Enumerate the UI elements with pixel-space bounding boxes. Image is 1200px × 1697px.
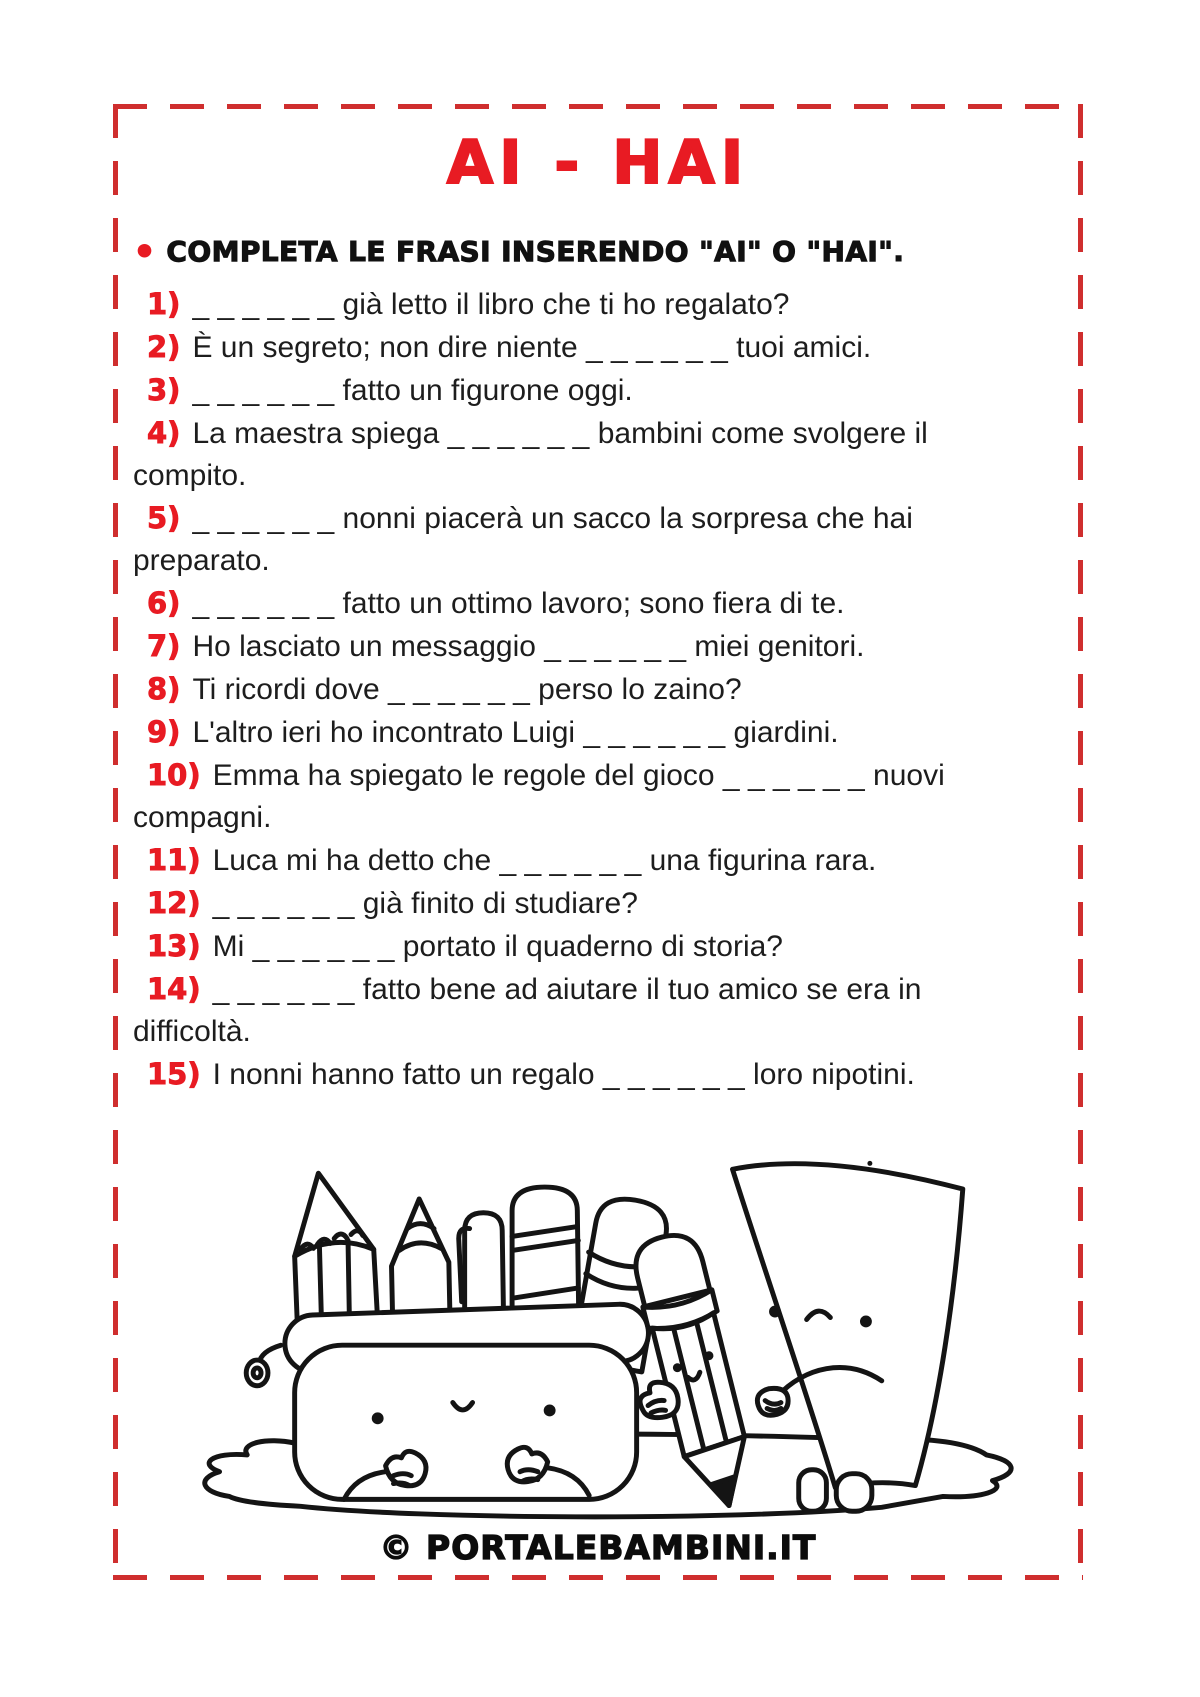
item-number: 4): [147, 416, 181, 450]
exercise-item-1: [133, 283, 955, 326]
item-number: 10): [147, 758, 201, 792]
border-bottom-dashes: [113, 1575, 1083, 1580]
case-left-eye: [372, 1412, 384, 1424]
exercise-item-3: [133, 369, 955, 412]
item-number: 2): [147, 330, 181, 364]
exercise-item-12: [133, 882, 955, 925]
item-number: 13): [147, 929, 201, 963]
exercise-item-9: [133, 711, 955, 754]
exercise-list: [113, 283, 1083, 1096]
exercise-item-13: [133, 925, 955, 968]
item-text: La maestra spiega _ _ _ _ _ _ bambini come svolgere il compito.: [133, 417, 928, 492]
paper-right-foot: [836, 1474, 872, 1512]
item-number: 1): [147, 287, 181, 321]
item-text: _ _ _ _ _ _ fatto un figurone oggi.: [192, 374, 633, 407]
paper-left-eye: [769, 1306, 781, 1318]
instruction-bullet-icon: •: [133, 232, 157, 273]
exercise-item-5: [133, 497, 955, 582]
item-number: 7): [147, 629, 181, 663]
exercise-item-4: [133, 412, 955, 497]
case-right-eye: [544, 1405, 556, 1417]
instruction-line: [133, 232, 1065, 272]
item-text: È un segreto; non dire niente _ _ _ _ _ _ tuoi amici.: [192, 331, 872, 364]
item-text: I nonni hanno fatto un regalo _ _ _ _ _ _ loro nipotini.: [212, 1058, 915, 1091]
exercise-item-11: [133, 839, 955, 882]
item-text: Ti ricordi dove _ _ _ _ _ _ perso lo zaino?: [192, 673, 742, 706]
item-number: 11): [147, 843, 201, 877]
item-text: _ _ _ _ _ _ già finito di studiare?: [212, 887, 638, 920]
item-text: _ _ _ _ _ _ già letto il libro che ti ho regalato?: [192, 288, 790, 321]
border-top-dashes: [113, 104, 1083, 109]
footer-credit: © PORTALEBAMBINI.IT: [379, 1528, 817, 1567]
pencil-case-illustration: [185, 1108, 1025, 1533]
item-number: 5): [147, 501, 181, 535]
item-text: _ _ _ _ _ _ nonni piacerà un sacco la sorpresa che hai preparato.: [133, 502, 913, 577]
item-text: Luca mi ha detto che _ _ _ _ _ _ una figurina rara.: [212, 844, 877, 877]
border-right-dashes: [1078, 104, 1083, 1580]
item-text: _ _ _ _ _ _ fatto un ottimo lavoro; sono fiera di te.: [192, 587, 845, 620]
exercise-item-2: [133, 326, 955, 369]
item-text: L'altro ieri ho incontrato Luigi _ _ _ _ _ _ giardini.: [192, 716, 839, 749]
pencil-case-character: [246, 1303, 649, 1499]
item-number: 12): [147, 886, 201, 920]
exercise-item-6: [133, 582, 955, 625]
item-number: 6): [147, 586, 181, 620]
exercise-item-14: [133, 968, 955, 1053]
item-text: Ho lasciato un messaggio _ _ _ _ _ _ miei genitori.: [192, 630, 865, 663]
paper-right-eye: [860, 1316, 872, 1328]
item-number: 9): [147, 715, 181, 749]
item-number: 8): [147, 672, 181, 706]
dashed-border-frame: [113, 104, 1083, 1580]
item-text: _ _ _ _ _ _ fatto bene ad aiutare il tuo amico se era in difficoltà.: [133, 973, 922, 1048]
item-text: Emma ha spiegato le regole del gioco _ _ _ _ _ _ nuovi compagni.: [133, 759, 945, 834]
item-number: 3): [147, 373, 181, 407]
exercise-item-15: [133, 1053, 955, 1096]
instruction-text: COMPLETA LE FRASI INSERENDO "AI" O "HAI".: [166, 235, 905, 268]
item-number: 15): [147, 1057, 201, 1091]
exercise-item-7: [133, 625, 955, 668]
exercise-item-8: [133, 668, 955, 711]
item-number: 14): [147, 972, 201, 1006]
paper-left-foot: [799, 1470, 827, 1512]
page-title: AI - HAI: [446, 128, 750, 198]
exercise-item-10: [133, 754, 955, 839]
border-left-dashes: [113, 104, 118, 1580]
item-text: Mi _ _ _ _ _ _ portato il quaderno di storia?: [212, 930, 783, 963]
